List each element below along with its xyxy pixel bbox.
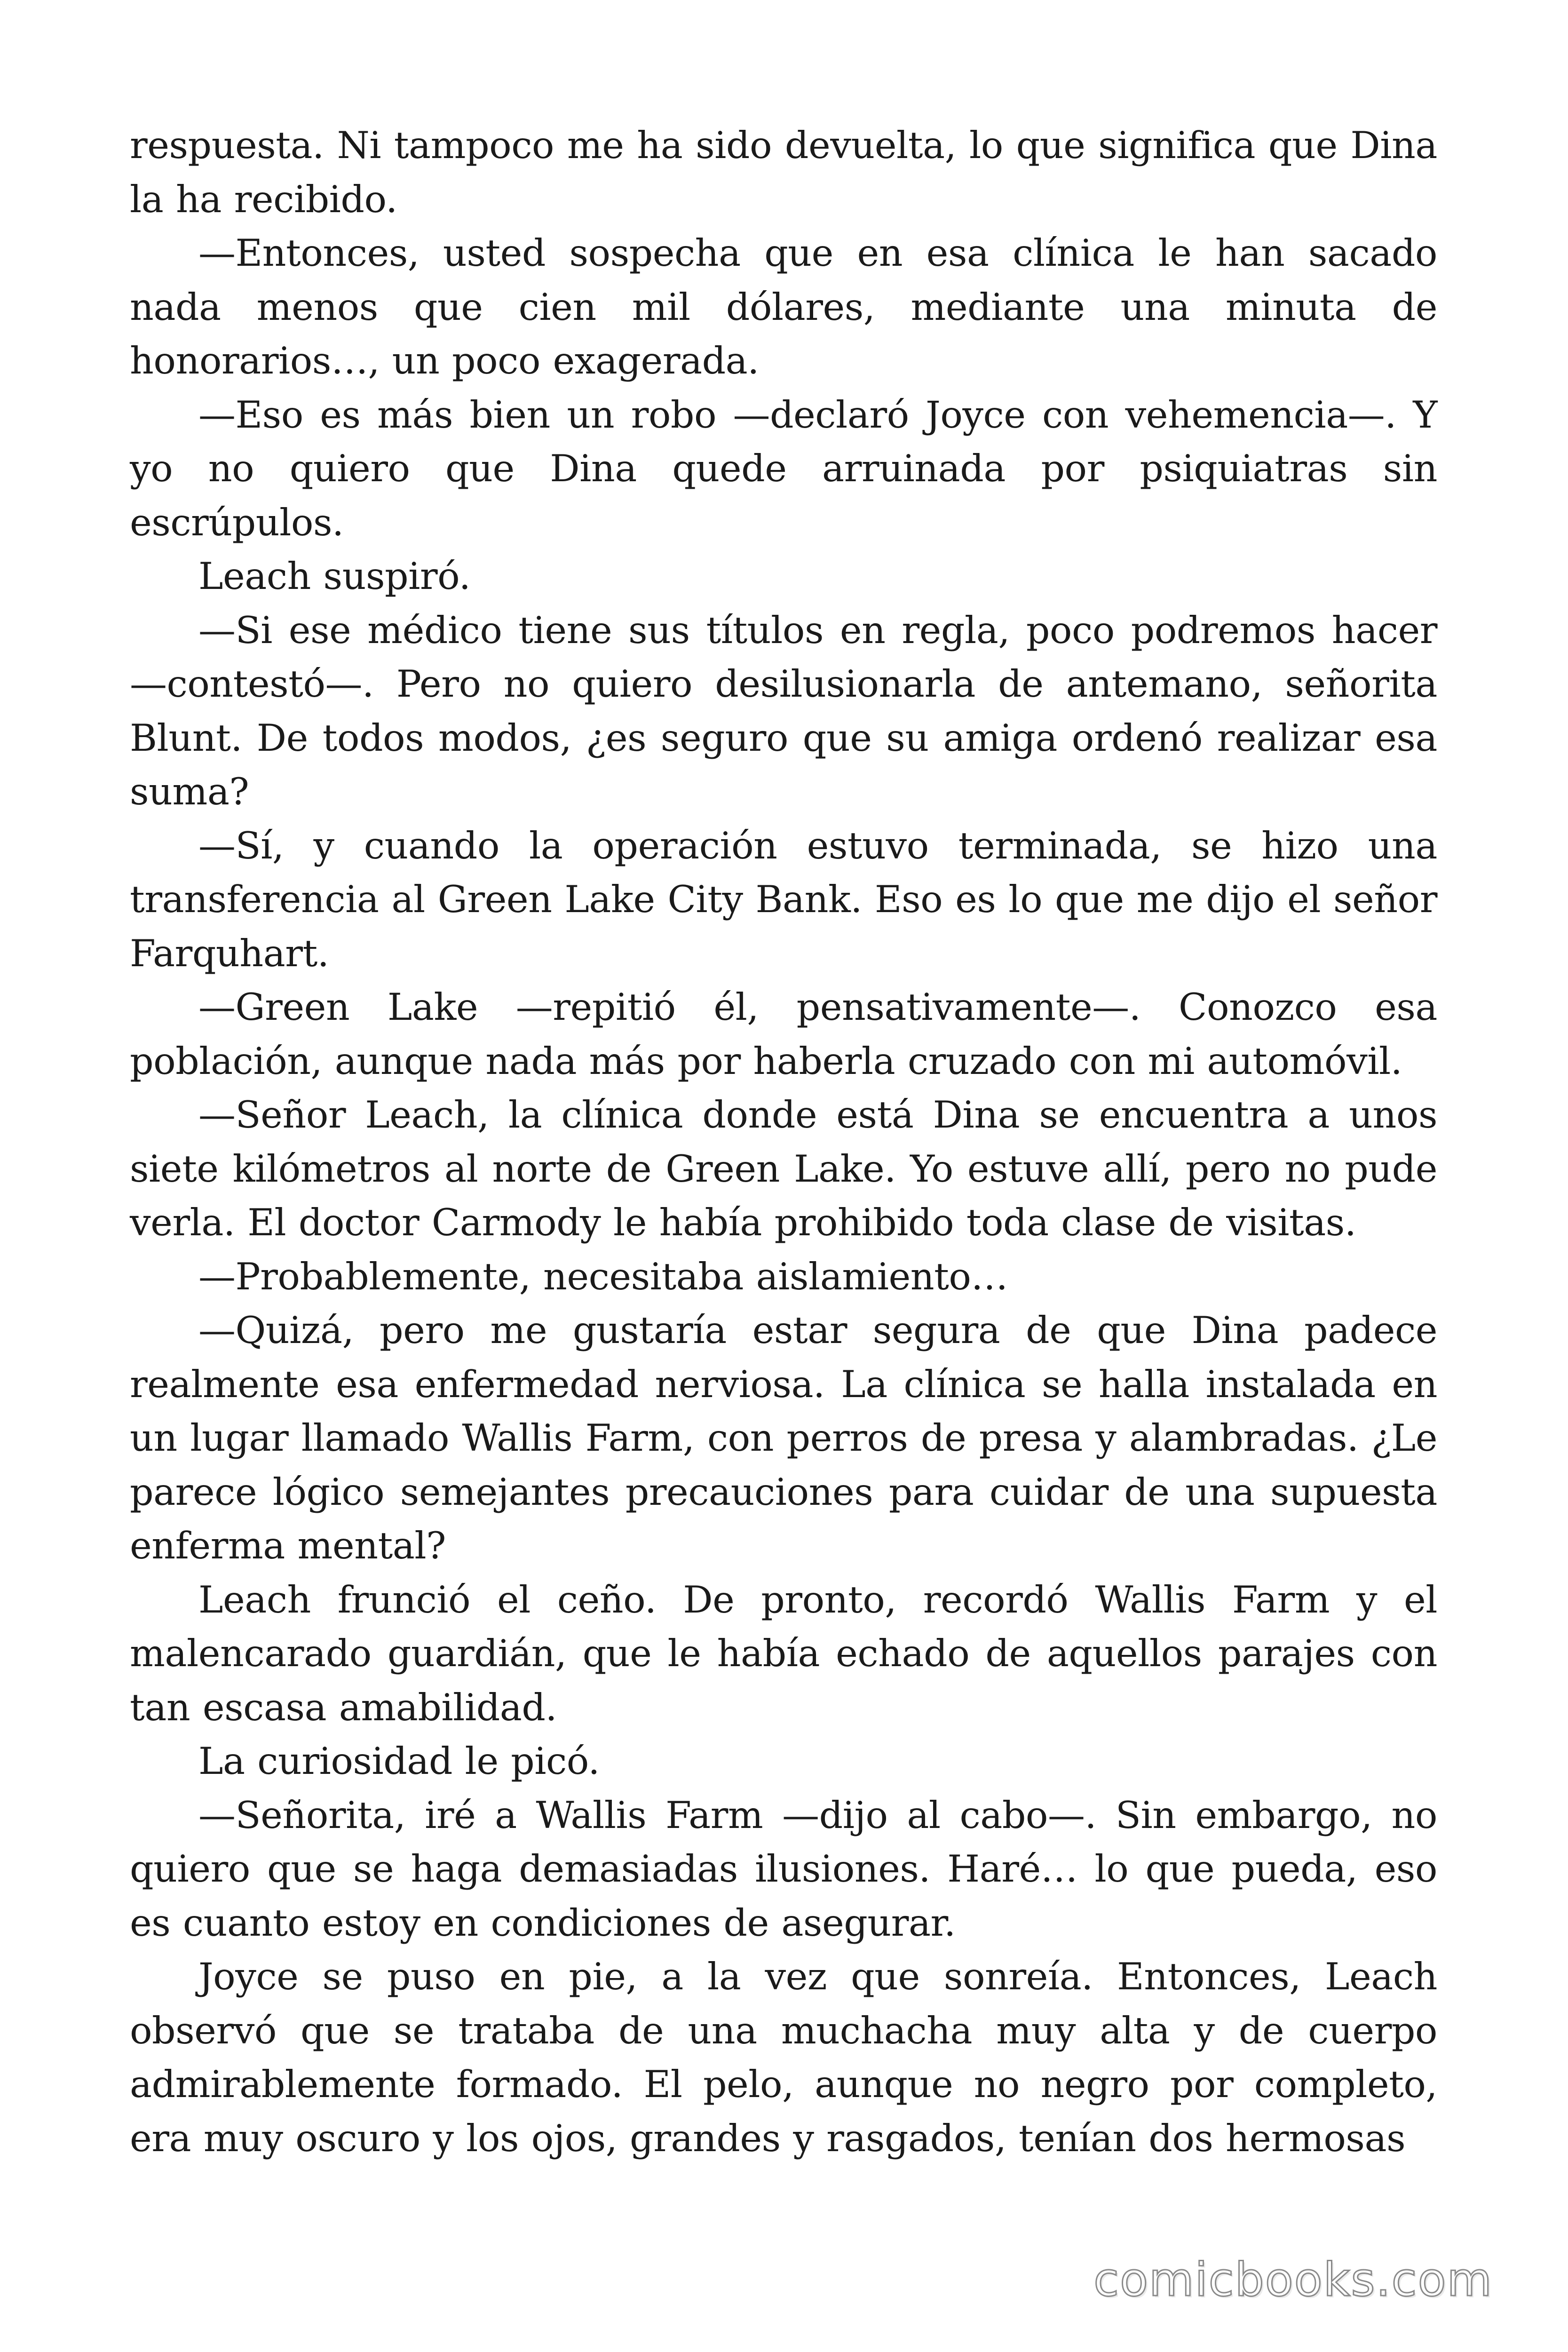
site-watermark: comicbooks.com	[1093, 2253, 1493, 2307]
page-body	[130, 119, 1437, 2165]
paragraph-8: —Señor Leach, la clínica donde está Dina se encuentra a unos siete kilómetros al norte de Green Lake. Yo estuve allí, pero no pude verla. El doctor Carmody le había prohibido toda clase de visitas.	[130, 1093, 1437, 1244]
paragraph-4: Leach suspiró.	[198, 555, 471, 598]
paragraph-1: respuesta. Ni tampoco me ha sido devuelta, lo que significa que Dina la ha recibido.	[130, 124, 1437, 221]
paragraph-2: —Entonces, usted sospecha que en esa clínica le han sacado nada menos que cien mil dólares, mediante una minuta de honorarios…, un poco exagerada.	[130, 231, 1437, 382]
paragraph-12: La curiosidad le picó.	[198, 1740, 600, 1783]
paragraph-11: Leach frunció el ceño. De pronto, recordó Wallis Farm y el malencarado guardián, que le había echado de aquellos parajes con tan escasa amabilidad.	[130, 1578, 1437, 1729]
paragraph-3: —Eso es más bien un robo —declaró Joyce con vehemencia—. Y yo no quiero que Dina quede arruinada por psiquiatras sin escrúpulos.	[130, 393, 1437, 544]
paragraph-7: —Green Lake —repitió él, pensativamente—. Conozco esa población, aunque nada más por haberla cruzado con mi automóvil.	[130, 985, 1437, 1083]
paragraph-14: Joyce se puso en pie, a la vez que sonreía. Entonces, Leach observó que se trataba de una muchacha muy alta y de cuerpo admirablemente formado. El pelo, aunque no negro por completo, era muy oscuro y los ojos, grandes y rasgados, tenían dos hermosas	[130, 1955, 1437, 2160]
paragraph-10: —Quizá, pero me gustaría estar segura de que Dina padece realmente esa enfermedad nerviosa. La clínica se halla instalada en un lugar llamado Wallis Farm, con perros de presa y alambradas. ¿Le parece lógico semejantes precauciones para cuidar de una supuesta enferma mental?	[130, 1309, 1437, 1567]
paragraph-5: —Si ese médico tiene sus títulos en regla, poco podremos hacer —contestó—. Pero no quiero desilusionarla de antemano, señorita Blunt. De todos modos, ¿es seguro que su amiga ordenó realizar esa suma?	[130, 608, 1437, 813]
paragraph-13: —Señorita, iré a Wallis Farm —dijo al cabo—. Sin embargo, no quiero que se haga demasiadas ilusiones. Haré… lo que pueda, eso es cuanto estoy en condiciones de asegurar.	[130, 1793, 1437, 1945]
paragraph-6: —Sí, y cuando la operación estuvo terminada, se hizo una transferencia al Green Lake City Bank. Eso es lo que me dijo el señor Farquhart.	[130, 824, 1437, 975]
paragraph-9: —Probablemente, necesitaba aislamiento…	[198, 1255, 1008, 1298]
